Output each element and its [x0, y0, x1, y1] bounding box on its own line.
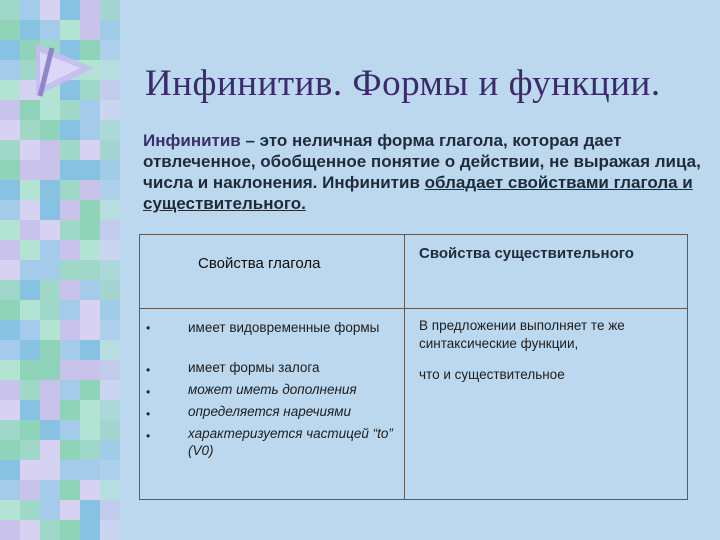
mosaic-tile [60, 140, 80, 160]
mosaic-tile [100, 420, 120, 440]
mosaic-tile [0, 520, 20, 540]
mosaic-tile [100, 480, 120, 500]
mosaic-tile [100, 320, 120, 340]
mosaic-tile [20, 300, 40, 320]
mosaic-tile [60, 360, 80, 380]
mosaic-tile [100, 40, 120, 60]
mosaic-tile [40, 20, 60, 40]
mosaic-tile [20, 140, 40, 160]
intro-text: – это неличная форма глагола, которая дает отвлеченное, обобщенное понятие о действии, не выражая лица, числа и наклонения. Инфинитив [143, 131, 701, 192]
mosaic-tile [100, 240, 120, 260]
mosaic-tile [20, 340, 40, 360]
mosaic-tile [100, 280, 120, 300]
slide-title: Инфинитив. Формы и функции. [145, 63, 661, 104]
mosaic-tile [20, 20, 40, 40]
mosaic-tile [80, 160, 100, 180]
mosaic-tile [0, 500, 20, 520]
mosaic-tile [20, 380, 40, 400]
mosaic-tile [100, 180, 120, 200]
mosaic-tile [0, 380, 20, 400]
bullet-marker: • [146, 429, 151, 443]
mosaic-tile [60, 300, 80, 320]
mosaic-tile [40, 300, 60, 320]
mosaic-tile [40, 280, 60, 300]
mosaic-tile [100, 160, 120, 180]
verb-property-item: может иметь дополнения [188, 382, 357, 397]
verb-property-item: определяется наречиями [188, 404, 351, 419]
mosaic-tile [0, 420, 20, 440]
mosaic-tile [40, 520, 60, 540]
mosaic-tile [60, 240, 80, 260]
mosaic-tile [40, 180, 60, 200]
table-header-divider [140, 308, 687, 309]
mosaic-tile [40, 120, 60, 140]
mosaic-tile [40, 440, 60, 460]
bullet-marker: • [146, 363, 151, 377]
triangle-ornament [30, 40, 100, 100]
mosaic-tile [0, 200, 20, 220]
mosaic-tile [0, 300, 20, 320]
mosaic-tile [100, 0, 120, 20]
mosaic-tile [100, 440, 120, 460]
mosaic-tile [80, 480, 100, 500]
mosaic-tile [0, 460, 20, 480]
mosaic-tile [80, 340, 100, 360]
mosaic-tile [100, 200, 120, 220]
mosaic-tile [0, 280, 20, 300]
mosaic-tile [40, 500, 60, 520]
mosaic-tile [80, 500, 100, 520]
mosaic-tile [100, 520, 120, 540]
mosaic-tile [0, 180, 20, 200]
mosaic-tile [0, 160, 20, 180]
bullet-marker: • [146, 407, 151, 421]
mosaic-tile [80, 360, 100, 380]
mosaic-tile [80, 260, 100, 280]
mosaic-tile [20, 240, 40, 260]
mosaic-tile [80, 400, 100, 420]
mosaic-tile [40, 360, 60, 380]
verb-property-item: имеет видовременные формы [188, 320, 380, 335]
mosaic-tile [80, 180, 100, 200]
mosaic-tile [60, 460, 80, 480]
mosaic-tile [80, 240, 100, 260]
mosaic-tile [40, 160, 60, 180]
mosaic-tile [0, 0, 20, 20]
mosaic-tile [60, 180, 80, 200]
mosaic-tile [40, 480, 60, 500]
mosaic-tile [0, 120, 20, 140]
mosaic-tile [40, 460, 60, 480]
mosaic-tile [100, 260, 120, 280]
mosaic-tile [40, 340, 60, 360]
mosaic-tile [20, 200, 40, 220]
bullet-marker: • [146, 321, 151, 335]
mosaic-tile [60, 480, 80, 500]
mosaic-tile [40, 380, 60, 400]
mosaic-tile [40, 140, 60, 160]
mosaic-tile [20, 440, 40, 460]
mosaic-tile [80, 460, 100, 480]
mosaic-tile [60, 400, 80, 420]
mosaic-tile [40, 260, 60, 280]
mosaic-tile [0, 400, 20, 420]
mosaic-tile [20, 120, 40, 140]
mosaic-tile [80, 220, 100, 240]
mosaic-tile [100, 460, 120, 480]
verb-property-item: характеризуется частицей “to” (V0) [188, 426, 393, 458]
mosaic-tile [80, 380, 100, 400]
noun-property-text-continued: что и существительное [419, 367, 565, 382]
mosaic-tile [20, 520, 40, 540]
intro-paragraph [143, 130, 703, 214]
mosaic-tile [40, 320, 60, 340]
mosaic-tile [40, 240, 60, 260]
intro-underlined-text: обладает свойствами глагола и существительного. [143, 173, 693, 213]
mosaic-tile [60, 260, 80, 280]
mosaic-tile [60, 220, 80, 240]
mosaic-tile [20, 160, 40, 180]
mosaic-tile [60, 320, 80, 340]
mosaic-tile [80, 440, 100, 460]
mosaic-tile [0, 140, 20, 160]
mosaic-tile [60, 340, 80, 360]
bullet-marker: • [146, 385, 151, 399]
mosaic-tile [20, 180, 40, 200]
mosaic-tile [80, 20, 100, 40]
mosaic-tile [60, 420, 80, 440]
mosaic-tile [40, 0, 60, 20]
mosaic-tile [60, 0, 80, 20]
mosaic-tile [100, 360, 120, 380]
mosaic-tile [20, 420, 40, 440]
mosaic-tile [0, 20, 20, 40]
mosaic-tile [20, 0, 40, 20]
mosaic-tile [100, 340, 120, 360]
mosaic-tile [0, 440, 20, 460]
mosaic-tile [20, 100, 40, 120]
mosaic-tile [80, 520, 100, 540]
properties-table [139, 234, 688, 500]
mosaic-tile [80, 100, 100, 120]
mosaic-tile [100, 220, 120, 240]
mosaic-tile [100, 140, 120, 160]
mosaic-tile [80, 120, 100, 140]
mosaic-tile [60, 280, 80, 300]
mosaic-tile [60, 520, 80, 540]
mosaic-tile [0, 480, 20, 500]
mosaic-tile [80, 420, 100, 440]
intro-term: Инфинитив [143, 131, 241, 150]
mosaic-tile [0, 80, 20, 100]
mosaic-tile [40, 220, 60, 240]
verb-properties-header: Свойства глагола [198, 255, 321, 272]
mosaic-tile [100, 380, 120, 400]
mosaic-tile [100, 20, 120, 40]
mosaic-tile [0, 360, 20, 380]
mosaic-tile [0, 100, 20, 120]
mosaic-tile [100, 400, 120, 420]
mosaic-tile [100, 60, 120, 80]
mosaic-tile [60, 440, 80, 460]
mosaic-tile [0, 220, 20, 240]
mosaic-tile [80, 0, 100, 20]
mosaic-tile [40, 400, 60, 420]
mosaic-tile [40, 200, 60, 220]
mosaic-tile [0, 320, 20, 340]
mosaic-tile [80, 140, 100, 160]
mosaic-tile [20, 220, 40, 240]
mosaic-tile [20, 320, 40, 340]
mosaic-tile [20, 480, 40, 500]
mosaic-tile [60, 120, 80, 140]
mosaic-tile [80, 300, 100, 320]
mosaic-tile [80, 320, 100, 340]
verb-property-item: имеет формы залога [188, 360, 320, 375]
mosaic-tile [0, 260, 20, 280]
mosaic-tile [80, 200, 100, 220]
mosaic-tile [0, 60, 20, 80]
mosaic-tile [60, 20, 80, 40]
mosaic-tile [60, 200, 80, 220]
mosaic-tile [20, 280, 40, 300]
noun-properties-header: Свойства существительного [419, 245, 634, 262]
mosaic-tile [100, 80, 120, 100]
mosaic-tile [100, 300, 120, 320]
mosaic-tile [20, 400, 40, 420]
mosaic-tile [20, 260, 40, 280]
mosaic-tile [20, 500, 40, 520]
mosaic-tile [40, 100, 60, 120]
mosaic-tile [60, 160, 80, 180]
mosaic-tile [100, 100, 120, 120]
mosaic-tile [0, 340, 20, 360]
mosaic-tile [40, 420, 60, 440]
mosaic-tile [0, 240, 20, 260]
mosaic-tile [60, 500, 80, 520]
mosaic-tile [20, 360, 40, 380]
noun-property-text: В предложении выполняет те же синтаксические функции, [419, 318, 625, 351]
mosaic-tile [80, 280, 100, 300]
mosaic-tile [100, 500, 120, 520]
mosaic-tile [60, 100, 80, 120]
mosaic-tile [100, 120, 120, 140]
mosaic-tile [0, 40, 20, 60]
mosaic-tile [20, 460, 40, 480]
mosaic-tile [60, 380, 80, 400]
table-column-divider [404, 235, 405, 499]
